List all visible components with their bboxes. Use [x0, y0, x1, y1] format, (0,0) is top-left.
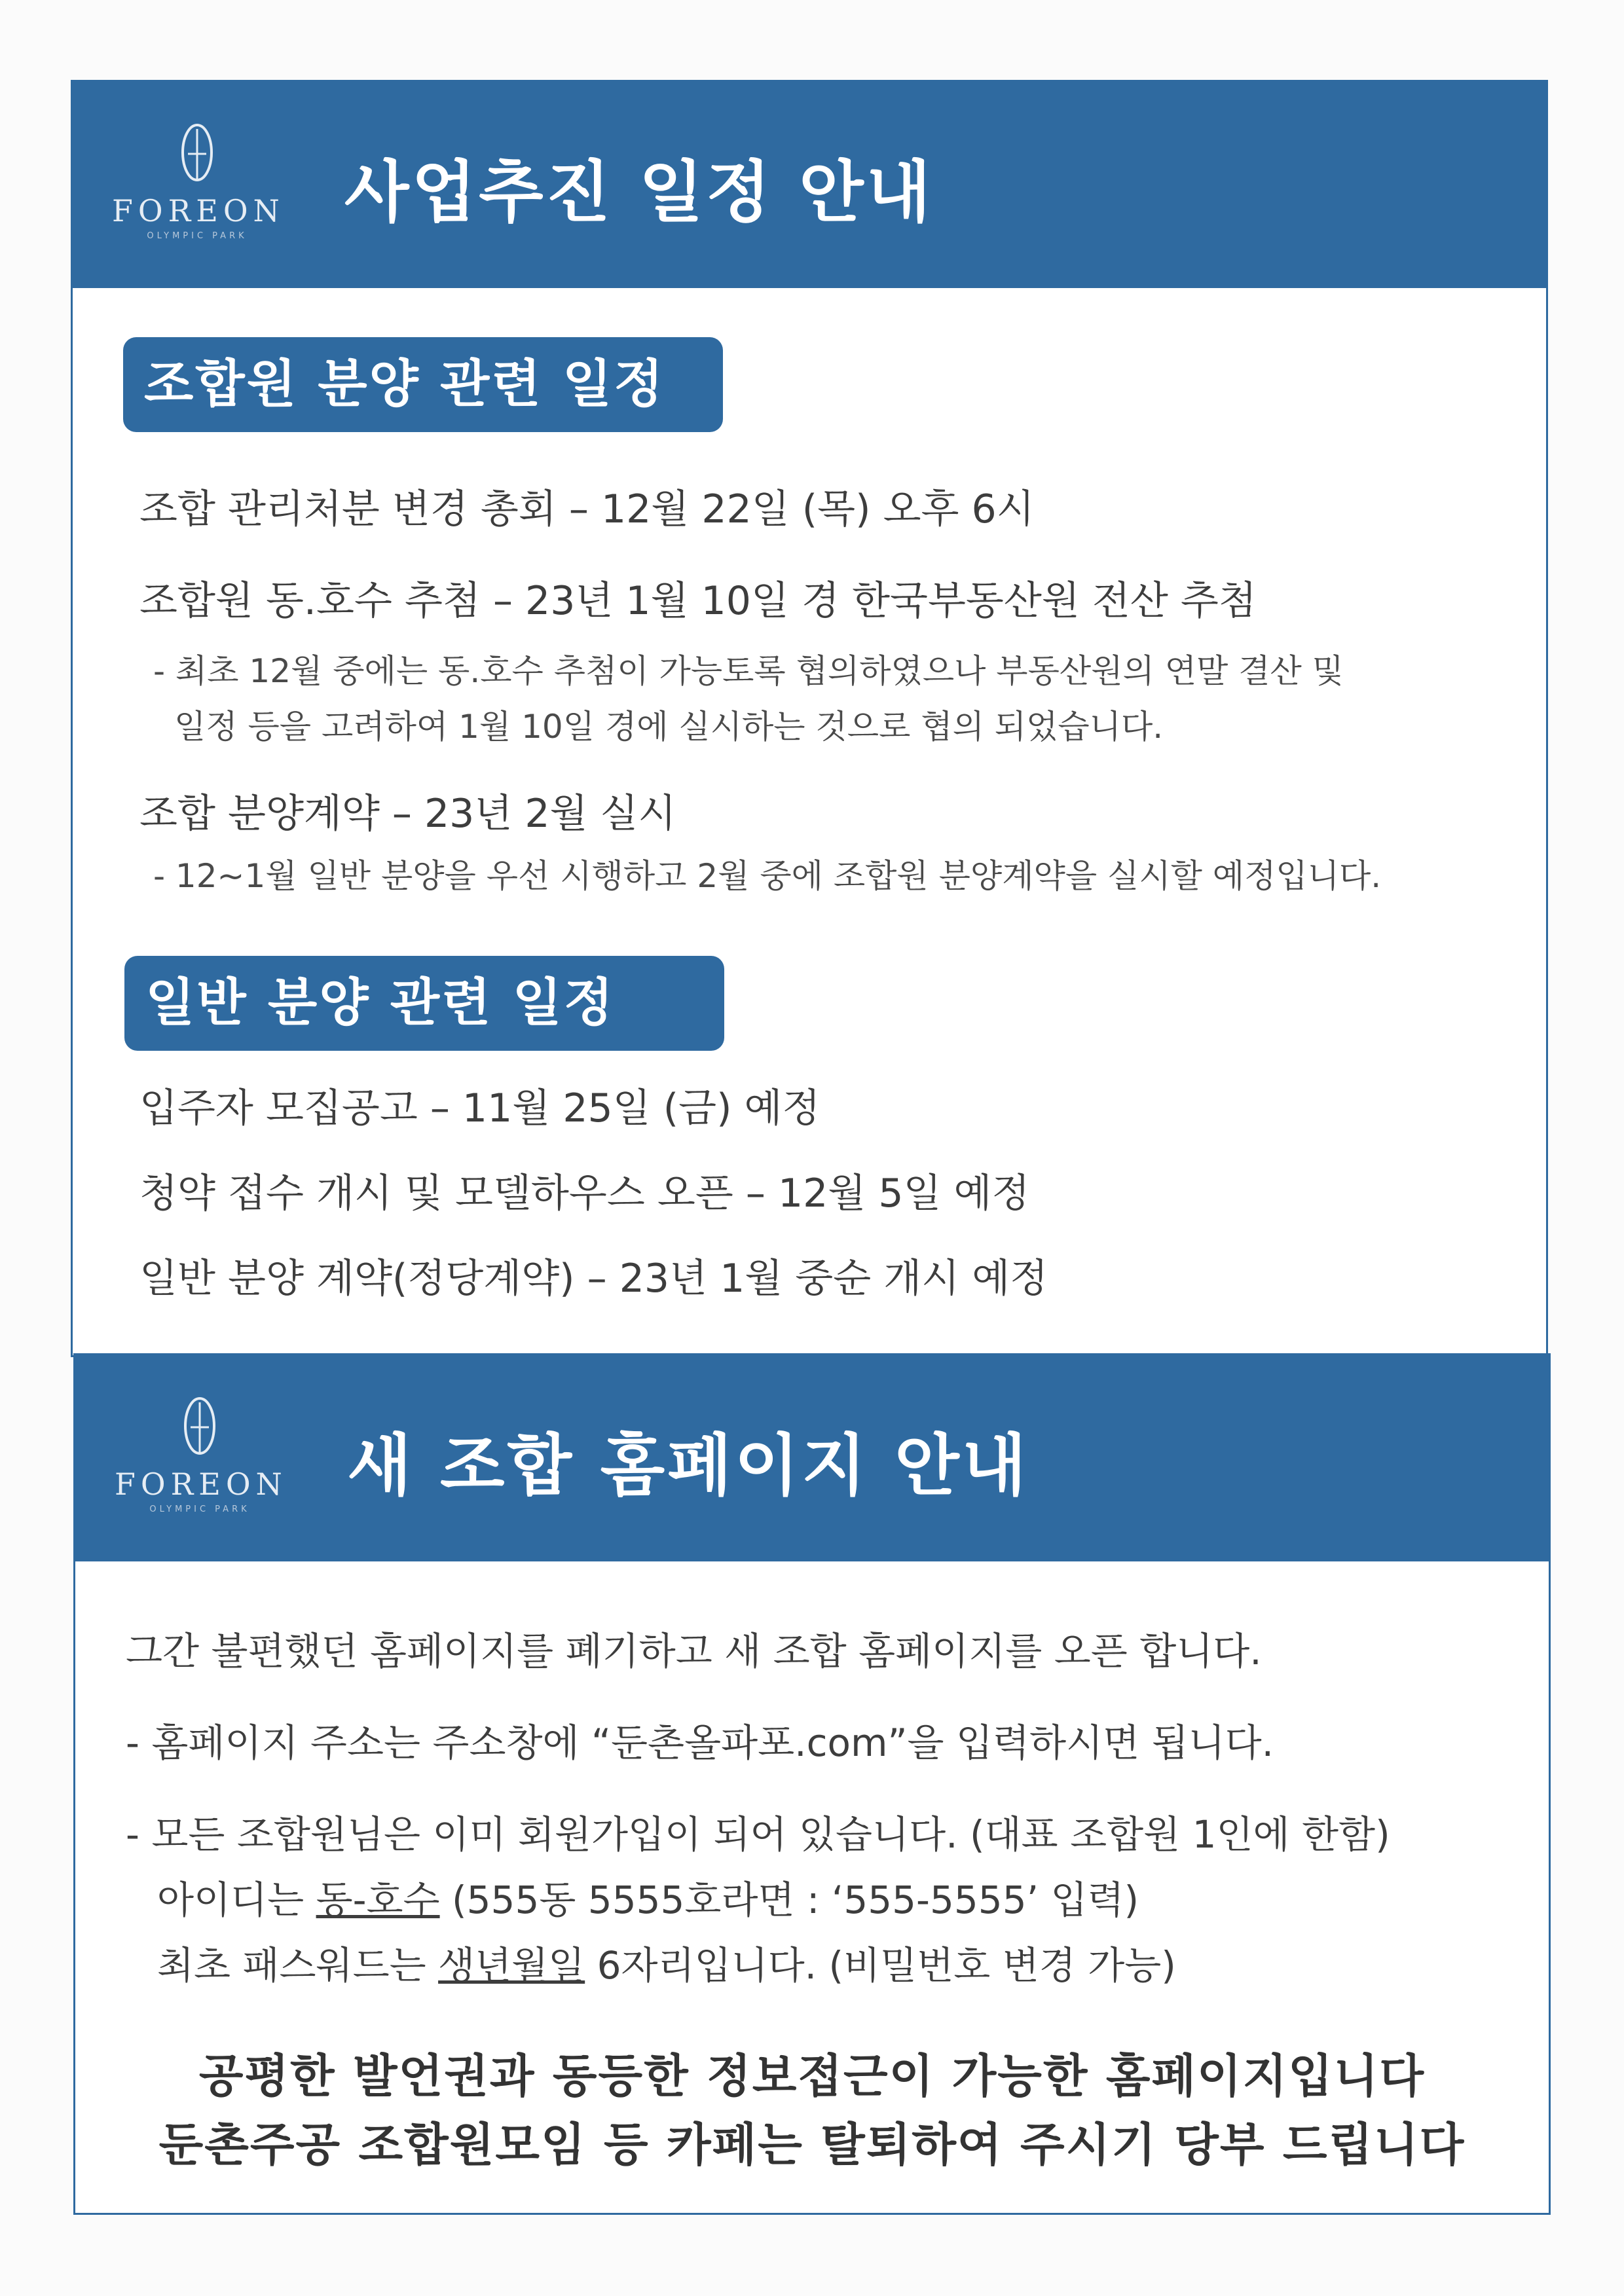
general-item-recruitment-notice: 입주자 모집공고 – 11월 25일 (금) 예정 — [139, 1085, 821, 1131]
logo-subtitle: OLYMPIC PARK — [149, 1504, 250, 1514]
id-rule-example: (555동 5555호라면 : ‘555-5555’ 입력) — [439, 1878, 1139, 1922]
schedule-banner — [73, 82, 1546, 288]
closing-line-1: 공평한 발언권과 동등한 정보접근이 가능한 홈페이지입니다 — [198, 2049, 1426, 2103]
password-rule-format: 생년월일 — [438, 1943, 585, 1988]
foreon-emblem-icon — [112, 120, 282, 198]
member-item-unit-lottery: 조합원 동.호수 추첨 – 23년 1월 10일 경 한국부동산원 전산 추첨 — [139, 578, 1257, 624]
member-item-unit-lottery-note-1: - 최초 12월 중에는 동.호수 추첨이 가능토록 협의하였으나 부동산원의 연말 결산 및 — [153, 652, 1344, 690]
password-rule-prefix: 최초 패스워드는 — [157, 1943, 439, 1988]
logo-wordmark: FOREON — [115, 1467, 287, 1502]
logo-subtitle: OLYMPIC PARK — [147, 231, 248, 241]
member-sale-heading: 조합원 분양 관련 일정 — [123, 337, 723, 432]
general-item-contract: 일반 분양 계약(정당계약) – 23년 1월 중순 개시 예정 — [139, 1256, 1048, 1302]
homepage-password-rule — [157, 1935, 1176, 1990]
foreon-logo — [112, 120, 285, 257]
schedule-title: 사업추진 일정 안내 — [344, 154, 934, 232]
id-rule-prefix: 아이디는 — [157, 1878, 316, 1922]
closing-line-2: 둔촌주공 조합원모임 등 카페는 탈퇴하여 주시기 당부 드립니다 — [158, 2118, 1466, 2172]
homepage-title: 새 조합 홈페이지 안내 — [347, 1427, 1029, 1505]
schedule-section — [71, 80, 1548, 1357]
password-rule-suffix: 6자리입니다. (비밀번호 변경 가능) — [585, 1943, 1176, 1988]
homepage-address: - 홈페이지 주소는 주소창에 “둔촌올파포.com”을 입력하시면 됩니다. — [126, 1721, 1274, 1765]
foreon-logo — [115, 1393, 285, 1531]
general-sale-heading: 일반 분양 관련 일정 — [124, 956, 724, 1051]
homepage-members-note: - 모든 조합원님은 이미 회원가입이 되어 있습니다. (대표 조합원 1인에 한함) — [126, 1812, 1390, 1857]
member-item-sale-contract: 조합 분양계약 – 23년 2월 실시 — [139, 791, 676, 837]
member-item-general-meeting: 조합 관리처분 변경 총회 – 12월 22일 (목) 오후 6시 — [139, 486, 1035, 532]
homepage-id-rule — [157, 1869, 1139, 1924]
foreon-emblem-icon — [115, 1393, 285, 1472]
member-item-unit-lottery-note-2: 일정 등을 고려하여 1월 10일 경에 실시하는 것으로 협의 되었습니다. — [174, 708, 1164, 746]
general-item-subscription-open: 청약 접수 개시 및 모델하우스 오픈 – 12월 5일 예정 — [139, 1171, 1030, 1216]
member-item-sale-contract-note: - 12~1월 일반 분양을 우선 시행하고 2월 중에 조합원 분양계약을 실시할 예정입니다. — [153, 857, 1382, 895]
homepage-intro: 그간 불편했던 홈페이지를 폐기하고 새 조합 홈페이지를 오픈 합니다. — [126, 1629, 1262, 1673]
logo-wordmark: FOREON — [112, 193, 285, 228]
homepage-banner — [75, 1355, 1549, 1561]
id-rule-format: 동-호수 — [316, 1878, 440, 1922]
homepage-section — [73, 1353, 1551, 2215]
